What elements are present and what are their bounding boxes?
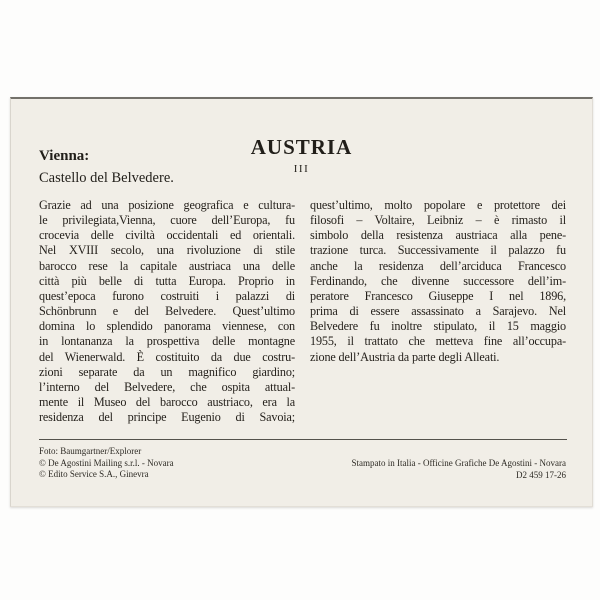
subject-label: Castello del Belvedere. bbox=[39, 170, 174, 186]
body-column-right: quest’ultimo, molto popolare e protettore dei filosofi – Voltaire, Leibniz – è rimasto il simbolo della resistenza austriaca alla pene- trazione turca. Successivamente il palazzo fu anche la residenza dell’arciduca Francesco Ferdinando, che divenne successore dell’im- peratore Francesco Giuseppe I nel 1896, prima di essere assassinato a Sarajevo. Nel Belvedere fu inoltre stipulato, il 15 maggio 1955, il trattato che metteva fine all’occupa- zione dell’Austria da parte degli Alleati. bbox=[310, 198, 566, 364]
body-text bbox=[39, 198, 566, 425]
credits-photo-publisher: Foto: Baumgartner/Explorer © De Agostini Mailing s.r.l. - Novara © Edito Service S.A., Ginevra bbox=[39, 446, 174, 480]
location-label: Vienna: bbox=[39, 148, 90, 164]
card-title: AUSTRIA bbox=[250, 135, 353, 159]
body-column-left: Grazie ad una posizione geografica e cultura- le privilegiata,Vienna, cuore dell’Europa, fu crocevia delle civiltà occidentali ed orientali. Nel XVIII secolo, una rivoluzione di stile barocco rese la capitale austriaca una delle città più belle di tutta Europa. Proprio in quest’epoca furono costruiti i palazzi di Schönbrunn e del Belvedere. Quest’ultimo domina lo splendido panorama viennese, con in lontananza la prospettiva delle montagne del Wienerwald. È costituito da due costru- zioni separate da un magnifico giardino; l’interno del Belvedere, che ospita attual- mente il Museo del barocco austriaco, era la residenza del principe Eugenio di Savoia; bbox=[39, 198, 295, 425]
series-numeral: III bbox=[293, 163, 310, 175]
footer-divider bbox=[39, 439, 567, 440]
credits-printer-code: Stampato in Italia - Officine Grafiche De Agostini - Novara D2 459 17-26 bbox=[351, 458, 566, 480]
postcard-back bbox=[10, 97, 593, 507]
